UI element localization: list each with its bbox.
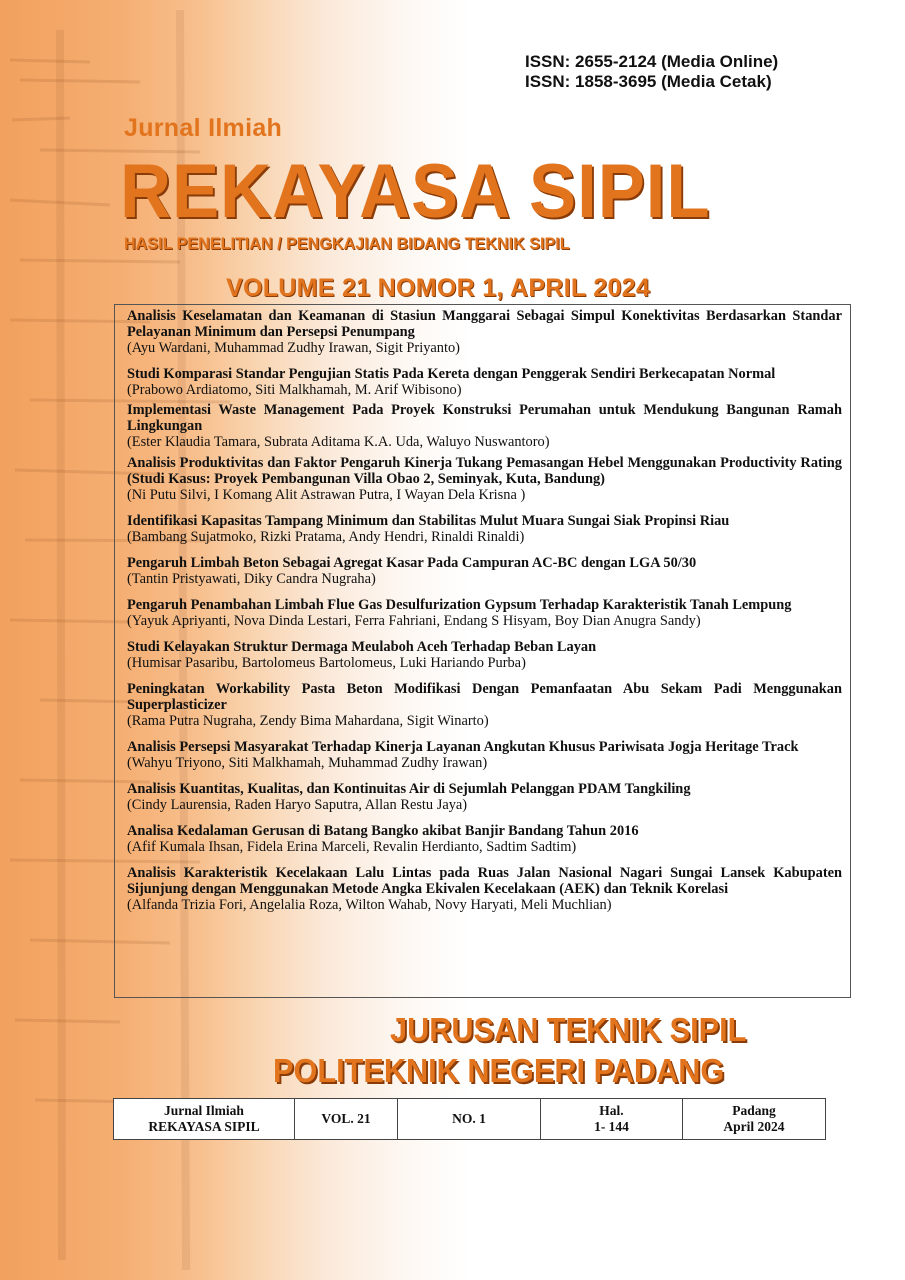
article-authors: (Cindy Laurensia, Raden Haryo Saputra, Allan Restu Jaya)	[127, 797, 468, 813]
article-authors: (Ester Klaudia Tamara, Subrata Aditama K.A. Uda, Waluyo Nuswantoro)	[127, 434, 550, 450]
article-authors: (Prabowo Ardiatomo, Siti Malkhamah, M. Arif Wibisono)	[127, 382, 462, 398]
journal-subtitle: HASIL PENELITIAN / PENGKAJIAN BIDANG TEKNIK SIPIL	[124, 234, 570, 253]
article-title: Analisis Keselamatan dan Keamanan di Stasiun Manggarai Sebagai Simpul Konektivitas Berdasarkan Standar Pelayanan Minimum dan Persepsi Penumpang	[127, 308, 842, 340]
article-authors: (Wahyu Triyono, Siti Malkhamah, Muhammad Zudhy Irawan)	[127, 755, 488, 771]
issn-print: ISSN: 1858-3695 (Media Cetak)	[525, 72, 772, 91]
footer-pages-label: Hal.	[599, 1103, 624, 1118]
article-entry	[127, 308, 842, 356]
article-title: Peningkatan Workability Pasta Beton Modifikasi Dengan Pemanfaatan Abu Sekam Padi Menggunakan Superplasticizer	[127, 681, 842, 713]
article-entry	[127, 681, 842, 729]
institution-name: POLITEKNIK NEGERI PADANG	[273, 1052, 725, 1089]
article-authors: (Alfanda Trizia Fori, Angelalia Roza, Wilton Wahab, Novy Haryati, Meli Muchlian)	[127, 897, 612, 913]
article-authors: (Tantin Pristyawati, Diky Candra Nugraha)	[127, 571, 376, 587]
article-title: Identifikasi Kapasitas Tampang Minimum dan Stabilitas Mulut Muara Sungai Siak Propinsi Riau	[127, 513, 730, 529]
article-authors: (Yayuk Apriyanti, Nova Dinda Lestari, Ferra Fahriani, Endang S Hisyam, Boy Dian Anugra Sandy)	[127, 613, 701, 629]
article-title: Analisa Kedalaman Gerusan di Batang Bangko akibat Banjir Bandang Tahun 2016	[127, 823, 639, 839]
journal-title: REKAYASA SIPIL	[120, 149, 711, 234]
article-title: Pengaruh Penambahan Limbah Flue Gas Desulfurization Gypsum Terhadap Karakteristik Tanah Lempung	[127, 597, 792, 613]
article-title: Analisis Persepsi Masyarakat Terhadap Kinerja Layanan Angkutan Khusus Pariwisata Jogja Heritage Track	[127, 739, 799, 755]
article-title: Pengaruh Limbah Beton Sebagai Agregat Kasar Pada Campuran AC-BC dengan LGA 50/30	[127, 555, 697, 571]
article-authors: (Humisar Pasaribu, Bartolomeus Bartolomeus, Luki Hariando Purba)	[127, 655, 526, 671]
department-name: JURUSAN TEKNIK SIPIL	[390, 1011, 747, 1048]
article-entry	[127, 513, 842, 545]
article-entry	[127, 366, 842, 398]
footer-date: April 2024	[723, 1119, 785, 1134]
footer-journal-label: Jurnal Ilmiah	[164, 1103, 244, 1118]
footer-volume: VOL. 21	[295, 1099, 398, 1140]
article-entry	[127, 555, 842, 587]
footer-pages-cell	[541, 1099, 683, 1140]
article-entry	[127, 823, 842, 855]
article-title: Analisis Kuantitas, Kualitas, dan Kontinuitas Air di Sejumlah Pelanggan PDAM Tangkiling	[127, 781, 691, 797]
footer-pages-range: 1- 144	[594, 1119, 629, 1134]
article-entry	[127, 739, 842, 771]
article-authors: (Ni Putu Silvi, I Komang Alit Astrawan Putra, I Wayan Dela Krisna )	[127, 487, 526, 503]
publication-info-table	[113, 1098, 826, 1140]
footer-place-date-cell	[683, 1099, 826, 1140]
article-title: Studi Komparasi Standar Pengujian Statis Pada Kereta dengan Penggerak Sendiri Berkecapatan Normal	[127, 366, 776, 382]
article-title: Analisis Karakteristik Kecelakaan Lalu Lintas pada Ruas Jalan Nasional Nagari Sungai Lansek Kabupaten Sijunjung dengan Menggunakan Metode Angka Ekivalen Kecelakaan (AEK) dan Teknik Korelasi	[127, 865, 842, 897]
footer-city: Padang	[732, 1103, 776, 1118]
article-entry	[127, 597, 842, 629]
footer-number: NO. 1	[398, 1099, 541, 1140]
volume-issue: VOLUME 21 NOMOR 1, APRIL 2024	[226, 274, 651, 302]
article-entry	[127, 455, 842, 503]
article-authors: (Bambang Sujatmoko, Rizki Pratama, Andy Hendri, Rinaldi Rinaldi)	[127, 529, 525, 545]
table-of-contents	[114, 304, 851, 998]
issn-online: ISSN: 2655-2124 (Media Online)	[525, 52, 779, 71]
article-authors: (Afif Kumala Ihsan, Fidela Erina Marceli, Revalin Herdianto, Sadtim Sadtim)	[127, 839, 577, 855]
footer-journal-title: REKAYASA SIPIL	[148, 1119, 260, 1134]
article-entry	[127, 781, 842, 813]
article-authors: (Ayu Wardani, Muhammad Zudhy Irawan, Sigit Priyanto)	[127, 340, 460, 356]
article-entry	[127, 865, 842, 913]
article-authors: (Rama Putra Nugraha, Zendy Bima Mahardana, Sigit Winarto)	[127, 713, 489, 729]
article-entry	[127, 402, 842, 450]
footer-journal-cell	[114, 1099, 295, 1140]
article-title: Analisis Produktivitas dan Faktor Pengaruh Kinerja Tukang Pemasangan Hebel Menggunakan Productivity Rating (Studi Kasus: Proyek Pembangunan Villa Obao 2, Seminyak, Kuta, Bandung)	[127, 455, 842, 487]
journal-label: Jurnal Ilmiah	[124, 114, 283, 142]
article-entry	[127, 639, 842, 671]
article-title: Studi Kelayakan Struktur Dermaga Meulaboh Aceh Terhadap Beban Layan	[127, 639, 597, 655]
article-title: Implementasi Waste Management Pada Proyek Konstruksi Perumahan untuk Mendukung Bangunan Ramah Lingkungan	[127, 402, 842, 434]
